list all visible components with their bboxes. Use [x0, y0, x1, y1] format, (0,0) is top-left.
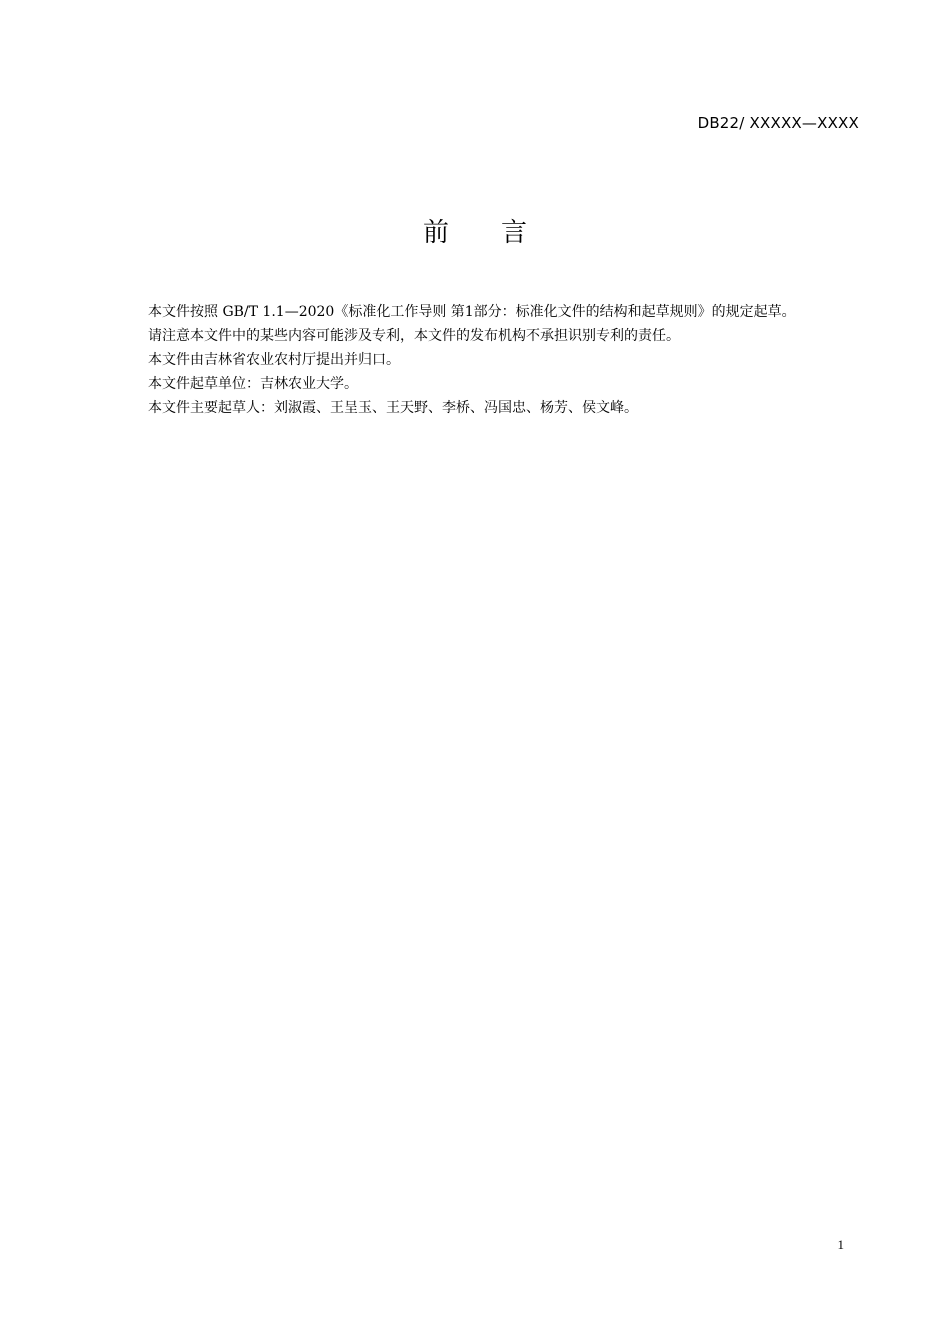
paragraph-drafting-unit: 本文件起草单位：吉林农业大学。 — [148, 376, 358, 392]
paragraph-patent-notice: 请注意本文件中的某些内容可能涉及专利，本文件的发布机构不承担识别专利的责任。 — [148, 328, 680, 344]
paragraph-proposer: 本文件由吉林省农业农村厅提出并归口。 — [148, 352, 400, 368]
page-number: 1 — [837, 1237, 844, 1252]
document-code: DB22/ XXXXX—XXXX — [697, 114, 859, 132]
paragraph-drafters: 本文件主要起草人：刘淑霞、王呈玉、王天野、李桥、冯国忠、杨芳、侯文峰。 — [148, 400, 638, 416]
foreword-body — [114, 300, 860, 420]
paragraph-standard-basis: 本文件按照 GB/T 1.1—2020《标准化工作导则 第1部分：标准化文件的结构和起草规则》的规定起草。 — [148, 304, 796, 320]
foreword-title: 前 言 — [422, 218, 527, 248]
